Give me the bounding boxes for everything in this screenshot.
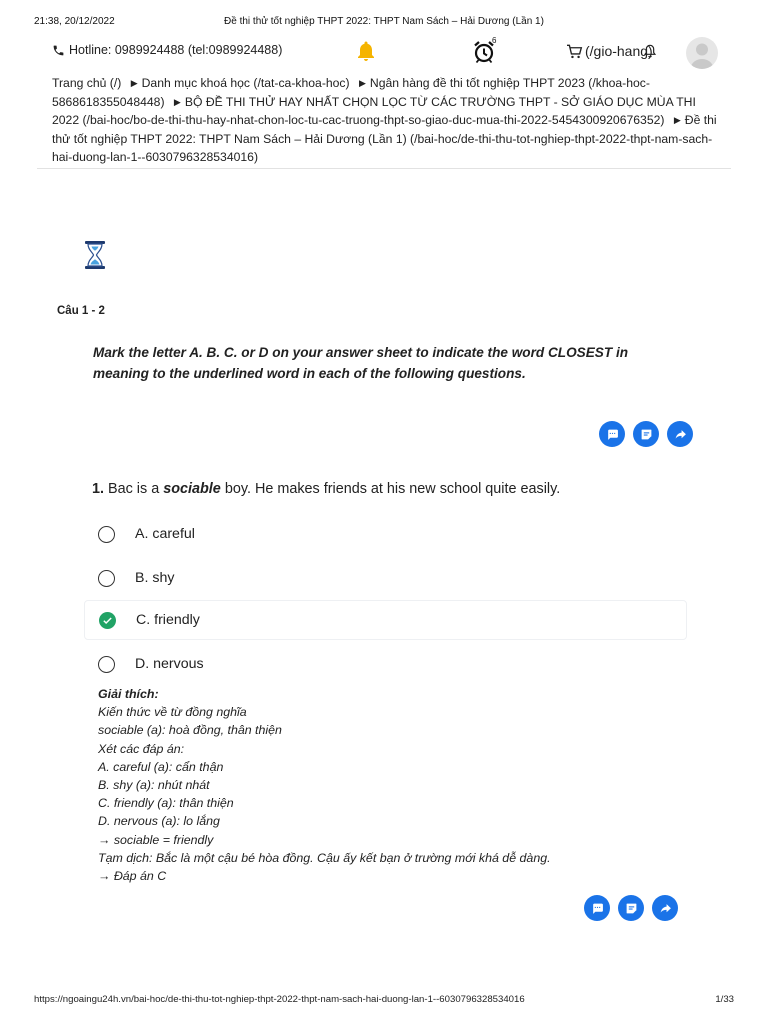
breadcrumb-separator-icon: ▶ (173, 96, 181, 107)
breadcrumb-current[interactable]: Đề thi thử tốt nghiệp THPT 2022: THPT Nam Sách – Hải Dương (Lần 1) (/bai-hoc/de-thi-thu-tot-nghiep-thpt-2022-thpt-nam-sach-hai-duong-lan-1--6030796328534016) (52, 113, 717, 165)
option-b[interactable] (84, 558, 687, 598)
explanation-line: C. friendly (a): thân thiện (98, 796, 234, 811)
question-number: 1. (92, 481, 105, 497)
comment-icon (591, 902, 604, 915)
option-label: B. shy (135, 570, 175, 586)
correct-check-icon[interactable] (99, 612, 116, 629)
explanation-heading: Giải thích: (98, 687, 159, 701)
explanation (98, 685, 551, 885)
print-timestamp: 21:38, 20/12/2022 (34, 16, 115, 27)
breadcrumb-courses[interactable]: Danh mục khoá học (/tat-ca-khoa-hoc) (141, 76, 350, 90)
option-label: D. nervous (135, 656, 204, 672)
note-icon (640, 428, 653, 441)
explanation-line: D. nervous (a): lo lắng (98, 814, 220, 829)
question-group-label: Câu 1 - 2 (57, 305, 105, 317)
footer-url: https://ngoaingu24h.vn/bai-hoc/de-thi-thu-tot-nghiep-thpt-2022-thpt-nam-sach-hai-duong-lan-1--6030796328534016 (34, 994, 525, 1005)
option-a[interactable] (84, 514, 687, 554)
explanation-line: → sociable = friendly (98, 832, 214, 847)
question-text (92, 481, 560, 497)
breadcrumb-separator-icon: ▶ (358, 78, 366, 88)
user-avatar[interactable] (686, 37, 718, 69)
explanation-line: B. shy (a): nhút nhát (98, 778, 210, 793)
comment-button[interactable] (584, 895, 610, 921)
question-keyword: sociable (163, 481, 221, 497)
option-d[interactable] (84, 644, 687, 684)
cart-icon (566, 44, 583, 59)
option-label: A. careful (135, 526, 195, 542)
explanation-line: Xét các đáp án: (98, 741, 185, 756)
header-divider (37, 168, 731, 169)
hotline-text: Hotline: 0989924488 (tel:0989924488) (69, 43, 283, 57)
breadcrumb-exam-bank[interactable]: Ngân hàng đề thi tốt nghiệp THPT 2023 (/khoa-hoc-5868618355048448) (52, 76, 650, 109)
breadcrumb (52, 74, 724, 167)
phone-icon (52, 44, 65, 57)
comment-icon (606, 428, 619, 441)
share-icon (674, 428, 687, 441)
question-actions (599, 421, 693, 447)
print-header (34, 16, 734, 30)
note-button[interactable] (633, 421, 659, 447)
breadcrumb-exam-set[interactable]: BỘ ĐỀ THI THỬ HAY NHẤT CHỌN LỌC TỪ CÁC TRƯỜNG THPT - SỞ GIÁO DỤC MÙA THI 2022 (/bai-hoc/bo-de-thi-thu-hay-nhat-chon-loc-tu-cac-truong-thpt-so-giao-duc-mua-thi-2022-5454300920676352) (52, 94, 696, 128)
share-button[interactable] (652, 895, 678, 921)
explanation-line: Kiến thức về từ đồng nghĩa (98, 705, 247, 720)
topbar (52, 38, 718, 66)
explanation-line: Tạm dịch: Bắc là một cậu bé hòa đồng. Cậu ấy kết bạn ở trường mới khá dễ dàng. (98, 850, 551, 865)
explanation-line: sociable (a): hoà đồng, thân thiện (98, 723, 282, 738)
comment-button[interactable] (599, 421, 625, 447)
question-after: boy. He makes friends at his new school quite easily. (224, 481, 561, 497)
print-title: Đề thi thử tốt nghiệp THPT 2022: THPT Nam Sách – Hải Dương (Lần 1) (224, 16, 544, 27)
checkmark-icon (102, 615, 113, 626)
bell-outline-icon[interactable] (642, 43, 658, 59)
share-button[interactable] (667, 421, 693, 447)
avatar-icon (686, 37, 718, 69)
explanation-line: → Đáp án C (98, 869, 167, 884)
note-button[interactable] (618, 895, 644, 921)
option-label: C. friendly (136, 612, 200, 628)
breadcrumb-home[interactable]: Trang chủ (/) (52, 76, 122, 90)
note-icon (625, 902, 638, 915)
instruction-text: Mark the letter A. B. C. or D on your answer sheet to indicate the word CLOSEST in meaning to the underlined word in each of the following questions. (93, 345, 629, 381)
breadcrumb-separator-icon: ▶ (130, 78, 138, 88)
alarm-clock-icon[interactable] (472, 36, 498, 65)
share-icon (659, 902, 672, 915)
question-before: Bac is a (108, 481, 160, 497)
breadcrumb-separator-icon: ▶ (673, 115, 681, 126)
notification-bell-icon[interactable] (354, 39, 378, 63)
radio-button[interactable] (98, 570, 115, 587)
radio-button[interactable] (98, 656, 115, 673)
footer-page-number: 1/33 (715, 994, 734, 1005)
hourglass-icon (84, 240, 106, 270)
explanation-actions (584, 895, 678, 921)
radio-button[interactable] (98, 526, 115, 543)
hotline-link[interactable] (52, 43, 282, 57)
cart-text: (/gio-hang) (585, 43, 653, 59)
explanation-line: A. careful (a): cẩn thận (98, 759, 224, 774)
option-c[interactable] (84, 600, 687, 640)
cart-link[interactable] (566, 43, 653, 59)
alarm-badge: 6 (492, 36, 497, 45)
